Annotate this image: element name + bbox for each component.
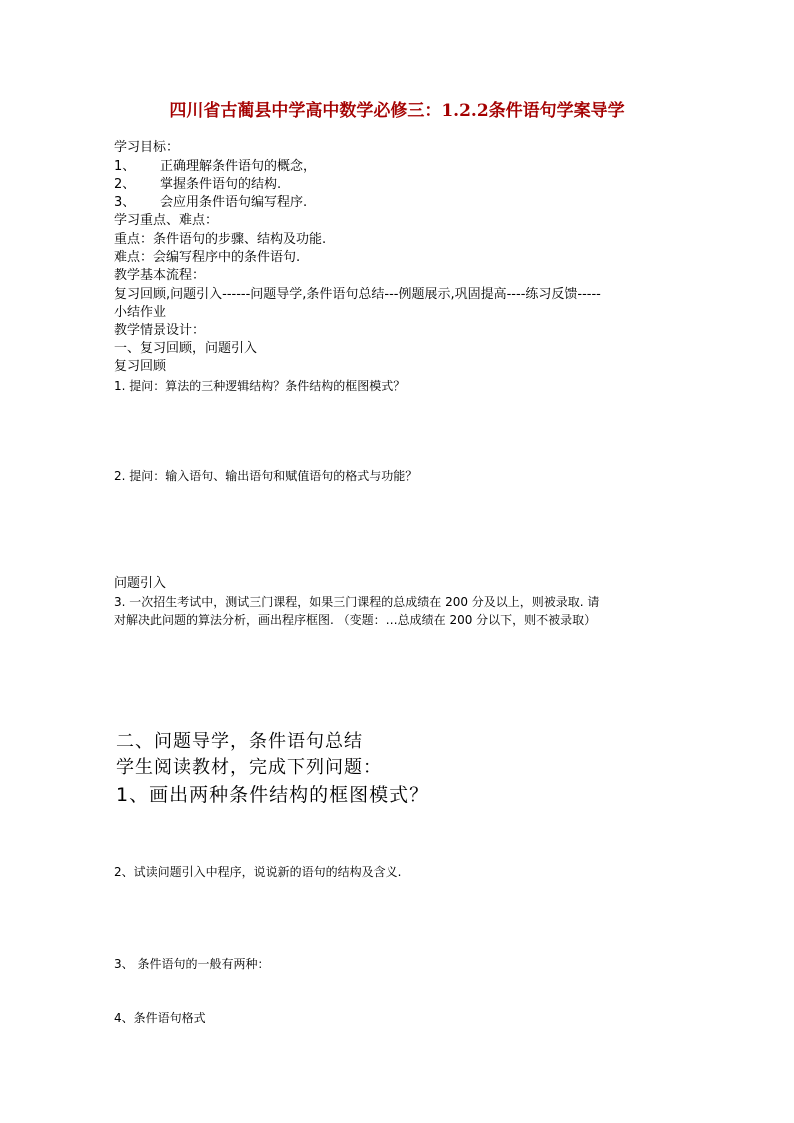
question-three-line: 对解决此问题的算法分析，画出程序框图. （变题：…总成绩在 200 分以下，则不被录取） [114, 613, 597, 627]
objective-number: 1、 [114, 159, 136, 174]
task-item-two: 2、试读问题引入中程序，说说新的语句的结构及含义. [114, 865, 402, 879]
objective-item [114, 159, 316, 175]
task-item-three: 3、 条件语句的一般有两种： [114, 957, 270, 971]
flow-line: 复习回顾,问题引入------问题导学,条件语句总结---例题展示,巩固提高----练习反馈----- [114, 287, 601, 302]
objective-number: 2、 [114, 177, 136, 192]
key-point: 重点：条件语句的步骤、结构及功能. [114, 232, 327, 247]
design-heading: 教学情景设计： [114, 323, 206, 338]
objective-text: 掌握条件语句的结构. [160, 177, 282, 192]
flow-heading: 教学基本流程： [114, 268, 206, 283]
question-one: 1. 提问：算法的三种逻辑结构？条件结构的框图模式？ [114, 379, 406, 393]
objective-item [114, 177, 281, 193]
objective-text: 正确理解条件语句的概念， [160, 159, 317, 174]
section-one-heading: 一、复习回顾，问题引入 [114, 341, 258, 356]
objective-number: 3、 [114, 195, 136, 210]
difficulty-point: 难点：会编写程序中的条件语句. [114, 250, 301, 265]
section-two-heading: 二、问题导学，条件语句总结 [116, 731, 363, 752]
objectives-heading: 学习目标： [114, 140, 180, 155]
objective-item [114, 195, 307, 211]
task-item-one: 1、画出两种条件结构的框图模式？ [116, 784, 430, 806]
document-title: 四川省古蔺县中学高中数学必修三：1.2.2条件语句学案导学 [169, 101, 625, 121]
question-two: 2. 提问：输入语句、输出语句和赋值语句的格式与功能？ [114, 469, 418, 483]
review-heading: 复习回顾 [114, 359, 167, 374]
key-points-heading: 学习重点、难点： [114, 213, 219, 228]
flow-line: 小结作业 [114, 305, 167, 320]
question-three-line: 3. 一次招生考试中，测试三门课程，如果三门课程的总成绩在 200 分及以上，则被录取. 请 [114, 595, 600, 609]
task-item-four: 4、条件语句格式 [114, 1011, 206, 1025]
intro-heading: 问题引入 [114, 576, 167, 591]
reading-instruction: 学生阅读教材，完成下列问题： [116, 757, 382, 778]
objective-text: 会应用条件语句编写程序. [160, 195, 308, 210]
